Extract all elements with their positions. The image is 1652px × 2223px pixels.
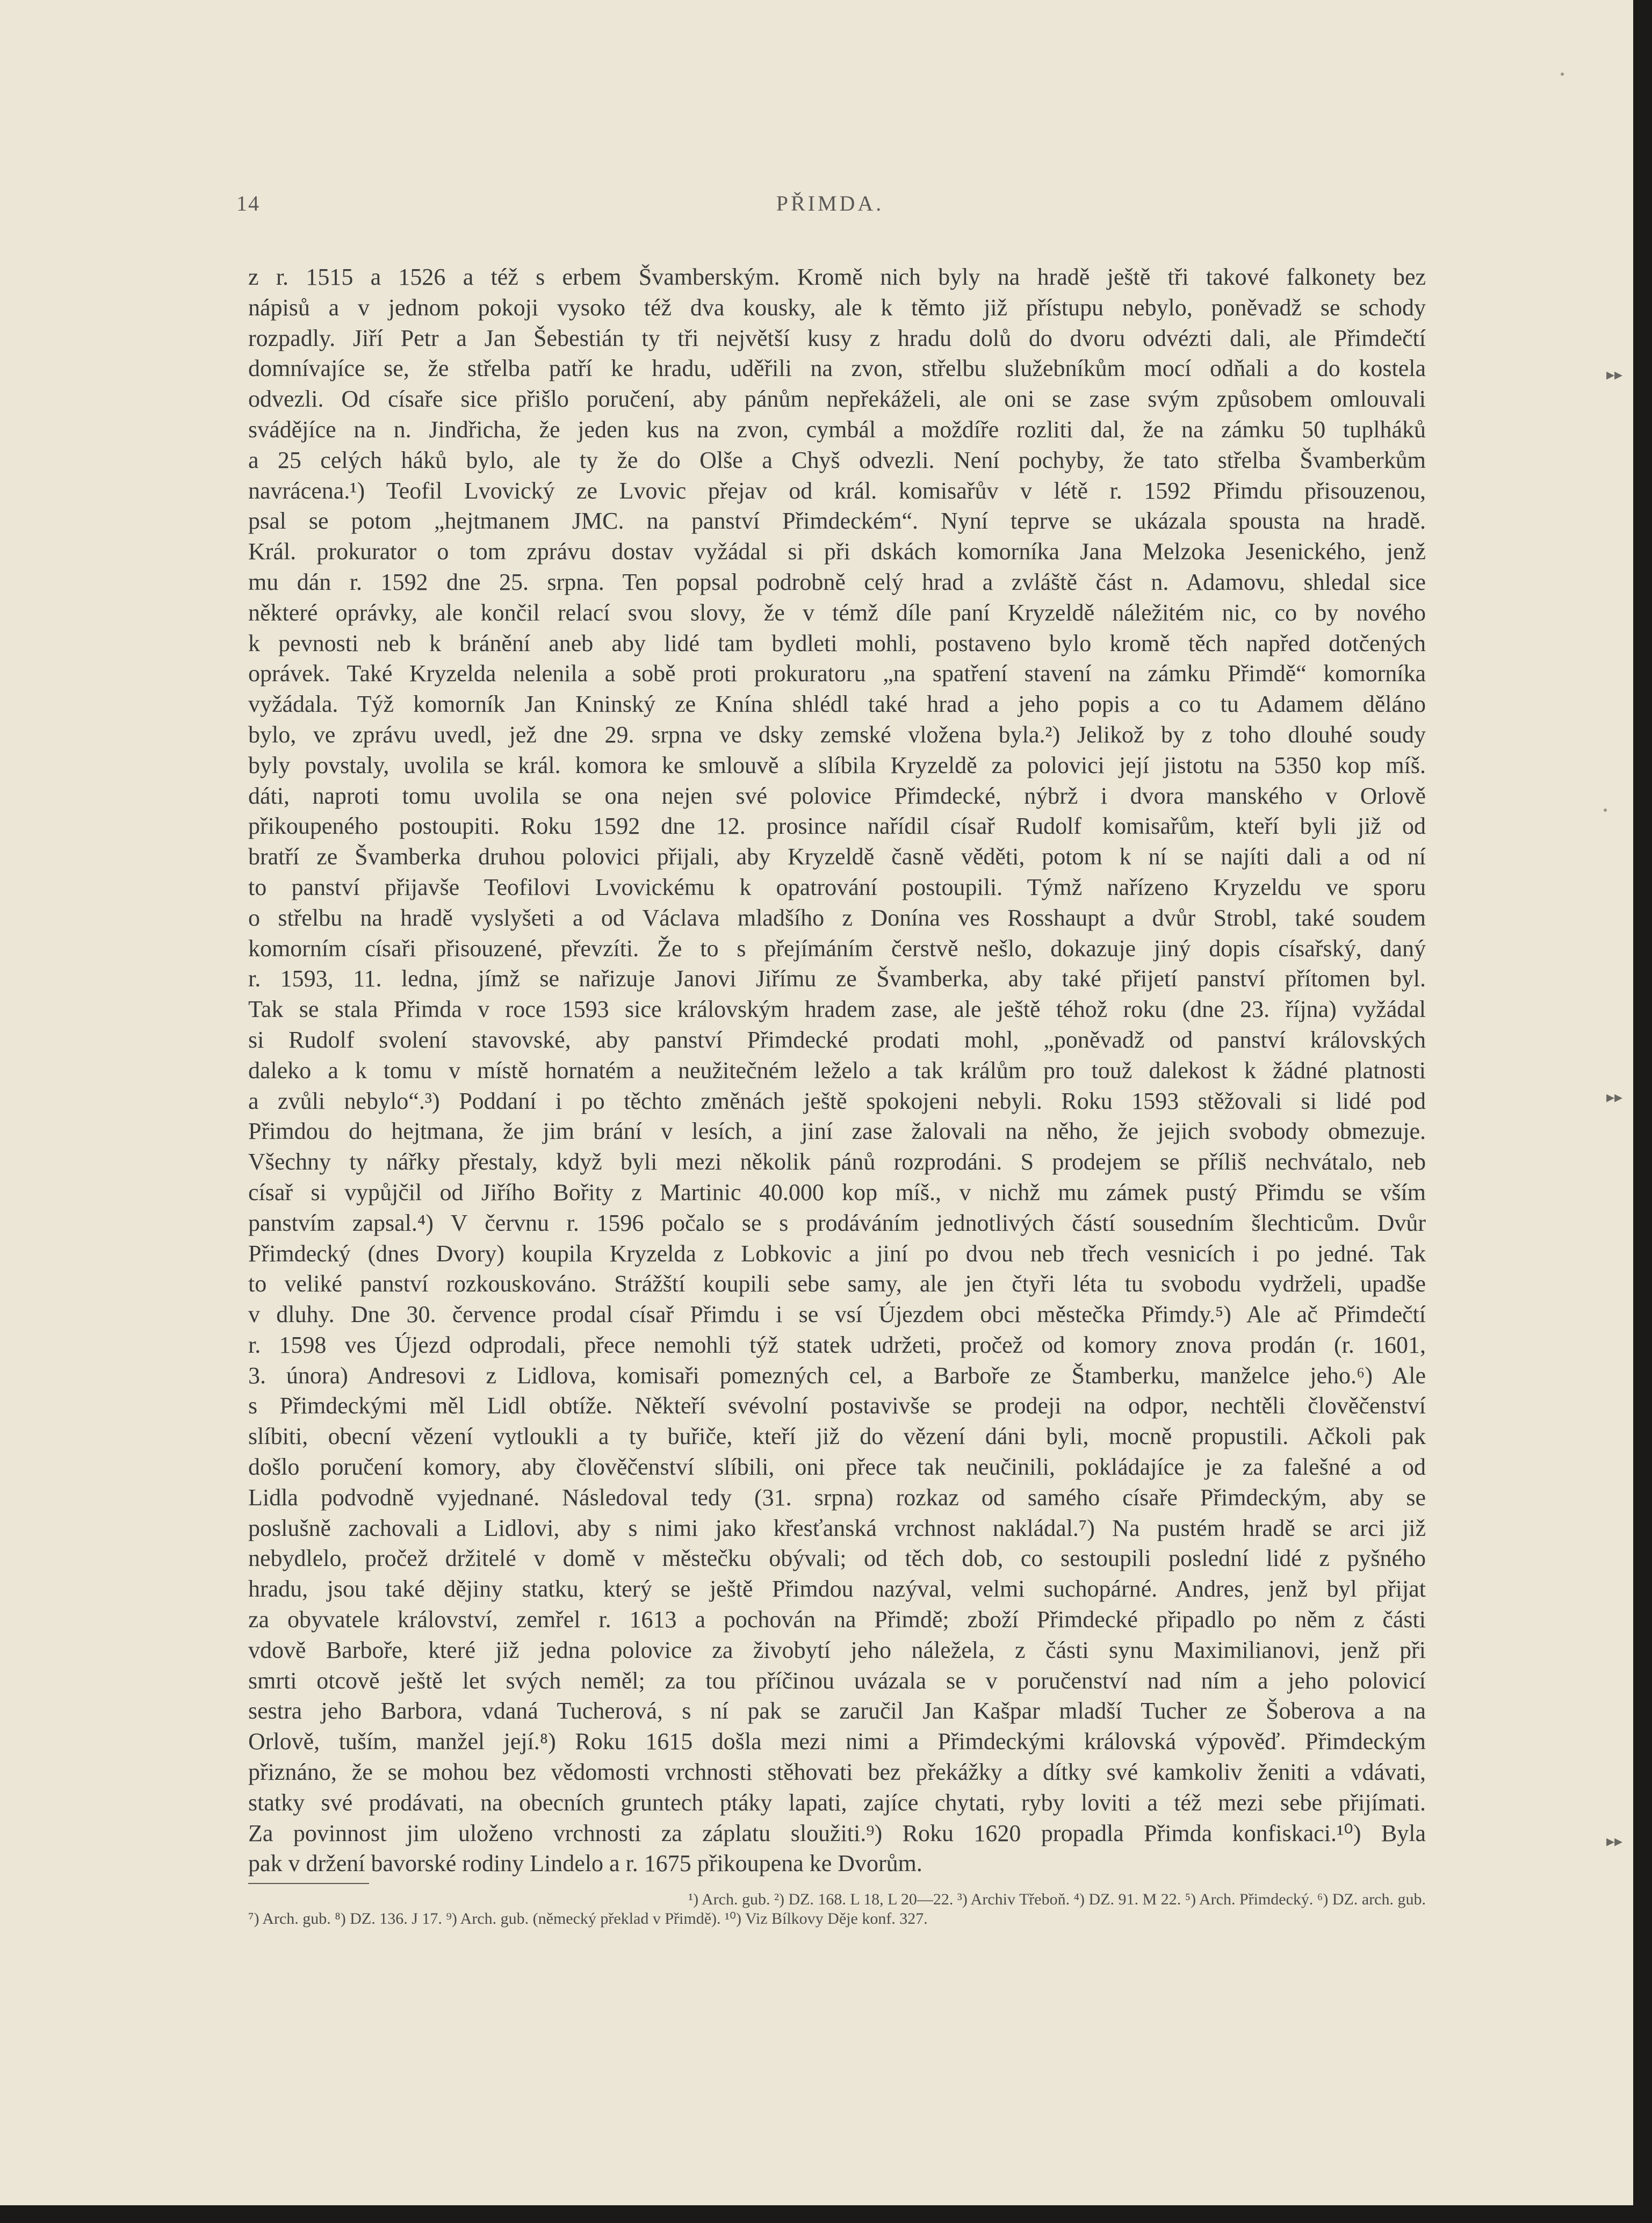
text-line: Tak se stala Přimda v roce 1593 sice královským hradem zase, ale ještě téhož roku (dne 23. října) vyžádal bbox=[248, 996, 1426, 1023]
text-line: r. 1593, 11. ledna, jímž se nařizuje Janovi Jiřímu ze Švamberka, aby také přijetí panství přítomen byl. bbox=[248, 965, 1426, 992]
text-line: pak v držení bavorské rodiny Lindelo a r. 1675 přikoupena ke Dvorům. bbox=[248, 1850, 922, 1877]
text-line: nápisů a v jednom pokoji vysoko též dva kousky, ale k těmto již přístupu nebylo, poněvadž se schody bbox=[248, 294, 1426, 321]
footnote-rule bbox=[248, 1883, 369, 1884]
text-line: k pevnosti neb k bránění aneb aby lidé tam bydleti mohli, postaveno bylo kromě těch napřed dotčených bbox=[248, 630, 1426, 656]
text-line: 3. února) Andresovi z Lidlova, komisaři pomezných cel, a Barboře ze Štamberku, manželce jeho.⁶) Ale bbox=[248, 1362, 1426, 1389]
running-head bbox=[236, 191, 1424, 228]
footnote-line: ⁷) Arch. gub. ⁸) DZ. 136. J 17. ⁹) Arch. gub. (německý překlad v Přimdě). ¹⁰) Viz Bílkovy Děje konf. 327. bbox=[248, 1910, 928, 1928]
text-line: bratří ze Švamberka druhou polovici přijali, aby Kryzeldě časně věděti, potom k ní se najíti dali a od ní bbox=[248, 843, 1426, 870]
text-line: r. 1598 ves Újezd odprodali, přece nemohli týž statek udržeti, pročež od komory znova prodán (r. 1601, bbox=[248, 1331, 1426, 1358]
text-line: nebydlelo, pročež držitelé v domě v městečku obývali; od těch dob, co sestoupili poslední lidé z pyšného bbox=[248, 1545, 1426, 1572]
text-line: císař si vypůjčil od Jiřího Bořity z Martinic 40.000 kop míš., v nichž mu zámek pustý Přimdu se vším bbox=[248, 1179, 1426, 1206]
text-line: daleko a k tomu v místě hornatém a neužitečném leželo a tak králům pro touž dalekost k žádné platnosti bbox=[248, 1057, 1426, 1084]
text-line: byly povstaly, uvolila se král. komora ke smlouvě a slíbila Kryzeldě za polovici její jistotu na 5350 kop míš. bbox=[248, 752, 1426, 778]
text-line: dáti, naproti tomu uvolila se ona nejen své polovice Přimdecké, nýbrž i dvora manského v Orlově bbox=[248, 782, 1426, 809]
text-line: slíbiti, obecní vězení vytloukli a ty buřiče, kteří již do vězení dáni byli, mocně propustili. Ačkoli pak bbox=[248, 1423, 1426, 1450]
text-line: Přimdou do hejtmana, že jim brání v lesích, a jiní zase žalovali na něho, že jejich svobody obmezuje. bbox=[248, 1118, 1426, 1145]
text-line: a zvůli nebylo“.³) Poddaní i po těchto změnách ještě spokojeni nebyli. Roku 1593 stěžovali si lidé pod bbox=[248, 1087, 1426, 1114]
text-line: sestra jeho Barbora, vdaná Tucherová, s ní pak se zaručil Jan Kašpar mladší Tucher ze Šoberova a na bbox=[248, 1698, 1426, 1724]
text-line: rozpadly. Jiří Petr a Jan Šebestián ty tři největší kusy z hradu dolů do dvoru odvézti dali, ale Přimdečtí bbox=[248, 324, 1426, 351]
text-line: to panství přijavše Teofilovi Lvovickému k opatrování postoupili. Týmž nařízeno Kryzeldu ve sporu bbox=[248, 874, 1426, 900]
text-line: přiznáno, že se mohou bez vědomosti vrchnosti stěhovati bez překážky a dítky své kamkoliv ženiti a vdávati, bbox=[248, 1759, 1426, 1786]
text-line: bylo, ve zprávu uvedl, jež dne 29. srpna ve dsky zemské vložena byla.²) Jelikož by z toho dlouhé soudy bbox=[248, 721, 1426, 748]
footnotes bbox=[248, 1890, 1426, 1929]
text-line: domnívajíce se, že střelba patří ke hradu, uděřili na zvon, střelbu služebníkům mocí odňali a do kostela bbox=[248, 355, 1426, 382]
paper-speck bbox=[1604, 809, 1607, 812]
text-line: to veliké panství rozkouskováno. Strážští koupili sebe samy, ale jen čtyři léta tu svobodu vydrželi, upadše bbox=[248, 1271, 1426, 1297]
text-line: a 25 celých háků bylo, ale ty že do Olše a Chyš odvezli. Není pochyby, že tato střelba Švamberkům bbox=[248, 446, 1426, 473]
margin-arrow-icon: ▸▸ bbox=[1606, 365, 1623, 384]
text-line: statky své prodávati, na obecních gruntech ptáky lapati, zajíce chytati, ryby loviti a též mezi sebe přijímati. bbox=[248, 1789, 1426, 1816]
text-line: Král. prokurator o tom zprávu dostav vyžádal si při dskách komorníka Jana Melzoka Jesenického, jenž bbox=[248, 538, 1426, 565]
text-line: svádějíce na n. Jindřicha, že jeden kus na zvon, cymbál a moždíře rozliti dal, že na zámku 50 tuplháků bbox=[248, 416, 1426, 443]
margin-arrow-icon: ▸▸ bbox=[1606, 1832, 1623, 1851]
text-line: smrti otcově ještě let svých neměl; za tou příčinou uvázala se v poručenství nad ním a jeho polovicí bbox=[248, 1667, 1426, 1694]
text-line: za obyvatele království, zemřel r. 1613 a pochován na Přimdě; zboží Přimdecké připadlo po něm z části bbox=[248, 1606, 1426, 1633]
text-line: poslušně zachovali a Lidlovi, aby s nimi jako křesťanská vrchnost nakládal.⁷) Na pustém hradě se arci již bbox=[248, 1514, 1426, 1541]
text-line: Orlově, tuším, manžel její.⁸) Roku 1615 došla mezi nimi a Přimdeckými královská výpověď. Přimdeckým bbox=[248, 1728, 1426, 1755]
text-line: mu dán r. 1592 dne 25. srpna. Ten popsal podrobně celý hrad a zvláště část n. Adamovu, shledal sice bbox=[248, 568, 1426, 595]
paper-speck bbox=[1561, 73, 1564, 76]
footnote-line: ¹) Arch. gub. ²) DZ. 168. L 18, L 20—22. ³) Archiv Třeboň. ⁴) DZ. 91. M 22. ⁵) Arch. Přimdecký. ⁶) DZ. arch. gub. bbox=[688, 1890, 1426, 1908]
text-line: si Rudolf svolení stavovské, aby panství Přimdecké prodati mohl, „poněvadž od panství královských bbox=[248, 1026, 1426, 1053]
margin-arrow-icon: ▸▸ bbox=[1606, 1088, 1623, 1107]
text-line: navrácena.¹) Teofil Lvovický ze Lvovic přejav od král. komisařův v létě r. 1592 Přimdu přisouzenou, bbox=[248, 477, 1426, 504]
text-line: Za povinnost jim uloženo vrchnosti za záplatu sloužiti.⁹) Roku 1620 propadla Přimda konfiskaci.¹⁰) Byla bbox=[248, 1820, 1426, 1846]
text-line: některé oprávky, ale končil relací svou slovy, že v témž díle paní Kryzeldě náležitém nic, co by nového bbox=[248, 599, 1426, 626]
text-line: došlo poručení komory, aby člověčenství slíbili, oni přece tak neučinili, pokládajíce je za falešné a od bbox=[248, 1454, 1426, 1481]
text-line: komorním císaři přisouzené, převzíti. Že to s přejímáním čerstvě nešlo, dokazuje jiný dopis císařský, daný bbox=[248, 935, 1426, 962]
text-line: Všechny ty nářky přestaly, když byli mezi několik pánů rozprodáni. S prodejem se příliš nechvátalo, neb bbox=[248, 1149, 1426, 1175]
text-line: vdově Barboře, které již jedna polovice za živobytí jeho náležela, z části synu Maximilianovi, jenž při bbox=[248, 1636, 1426, 1663]
text-line: vyžádala. Týž komorník Jan Kninský ze Knína shlédl také hrad a jeho popis a co tu Adamem děláno bbox=[248, 691, 1426, 718]
page-number: 14 bbox=[236, 191, 260, 215]
text-line: z r. 1515 a 1526 a též s erbem Švamberským. Kromě nich byly na hradě ještě tři takové falkonety bez bbox=[248, 264, 1426, 290]
text-line: oprávek. Také Kryzelda nelenila a sobě proti prokuratoru „na spatření stavení na zámku Přimdě“ komorníka bbox=[248, 660, 1426, 687]
text-line: v dluhy. Dne 30. července prodal císař Přimdu i se vsí Újezdem obci městečka Přimdy.⁵) Ale ač Přimdečtí bbox=[248, 1301, 1426, 1328]
text-line: hradu, jsou také dějiny statku, který se ještě Přimdou nazýval, velmi suchopárné. Andres, jenž byl přijat bbox=[248, 1576, 1426, 1603]
text-line: s Přimdeckými měl Lidl obtíže. Někteří svévolní postavivše se prodeji na odpor, nechtěli člověčenství bbox=[248, 1392, 1426, 1419]
page-title: PŘIMDA. bbox=[776, 191, 884, 215]
text-line: odvezli. Od císaře sice přišlo poručení, aby pánům nepřekáželi, ale oni se zase svým způsobem omlouvali bbox=[248, 386, 1426, 413]
body-text bbox=[248, 262, 1426, 1879]
text-line: o střelbu na hradě vyslyšeti a od Václava mladšího z Donína ves Rosshaupt a dvůr Strobl, také soudem bbox=[248, 904, 1426, 931]
text-line: Přimdecký (dnes Dvory) koupila Kryzelda z Lobkovic a jiní po dvou neb třech vesnicích i po jedné. Tak bbox=[248, 1240, 1426, 1267]
text-line: psal se potom „hejtmanem JMC. na panství Přimdeckém“. Nyní teprve se ukázala spousta na hradě. bbox=[248, 508, 1426, 535]
text-line: panstvím zapsal.⁴) V červnu r. 1596 počalo se s prodáváním jednotlivých částí sousedním šlechticům. Dvůr bbox=[248, 1209, 1426, 1236]
text-line: přikoupeného postoupiti. Roku 1592 dne 12. prosince nařídil císař Rudolf komisařům, kteří byli již od bbox=[248, 813, 1426, 840]
text-line: Lidla podvodně vyjednané. Následoval tedy (31. srpna) rozkaz od samého císaře Přimdeckým, aby se bbox=[248, 1484, 1426, 1511]
